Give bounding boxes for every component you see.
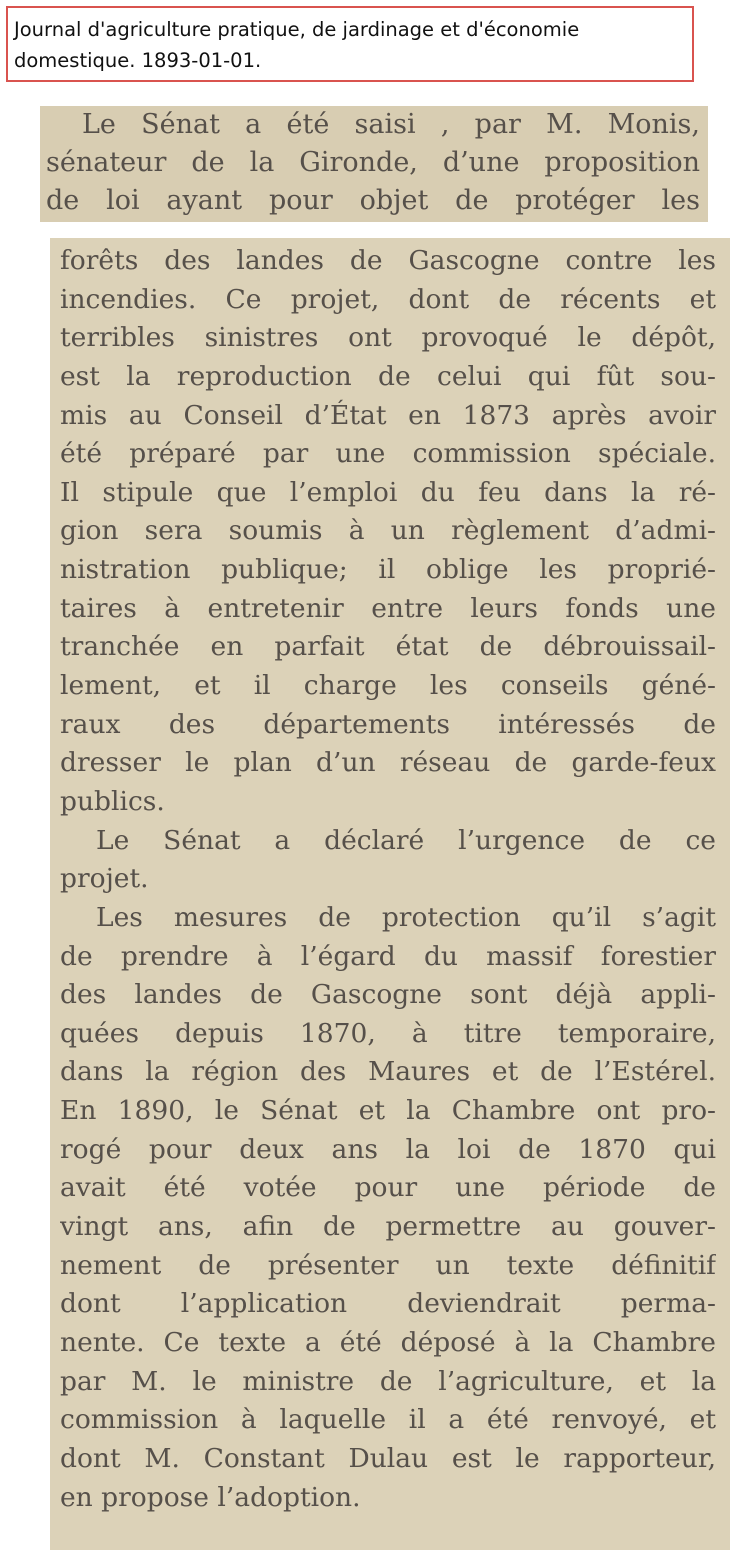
article-line: incendies. Ce projet, dont de récents et [60,283,716,315]
article-line: de loi ayant pour objet de protéger les [46,185,700,216]
article-line: est la reproduction de celui qui fût sou- [60,360,716,392]
article-line: publics. [60,785,165,817]
article-line: tranchée en parfait état de débrouissail- [60,631,716,663]
article-line: dans la région des Maures et de l’Estérel. [60,1056,716,1088]
article-line: forêts des landes de Gascogne contre les [60,245,716,276]
article-line: En 1890, le Sénat et la Chambre ont pro- [60,1095,716,1127]
article-line: Le Sénat a été saisi , par M. Monis, [82,109,700,140]
article-line: avait été votée pour une période de [60,1172,716,1204]
caption-line-2: domestique. 1893-01-01. [14,49,262,72]
article-line: commission à laquelle il a été renvoyé, et [60,1404,716,1436]
article-line: sénateur de la Gironde, d’une proposition [46,147,700,178]
article-line: mis au Conseil d’État en 1873 après avoir [60,399,716,431]
article-line: Il stipule que l’emploi du feu dans la ré- [60,476,716,508]
article-line: Le Sénat a déclaré l’urgence de ce [96,824,716,856]
article-line: par M. le ministre de l’agriculture, et la [60,1365,716,1397]
article-clipping-top [40,106,708,222]
article-line: des landes de Gascogne sont déjà appli- [60,979,716,1011]
article-line: taires à entretenir entre leurs fonds une [60,592,716,624]
article-line: lement, et il charge les conseils géné- [60,670,716,702]
article-line: vingt ans, afin de permettre au gouver- [60,1211,716,1243]
article-line: raux des départements intéressés de [60,708,716,740]
article-line: dont l’application deviendrait perma- [60,1288,716,1320]
article-line: gion sera soumis à un règlement d’admi- [60,515,716,547]
article-line: nistration publique; il oblige les proprié- [60,554,716,586]
article-line: rogé pour deux ans la loi de 1870 qui [60,1133,716,1165]
article-line: Les mesures de protection qu’il s’agit [96,901,716,933]
article-clipping-main [50,238,730,1550]
article-line: de prendre à l’égard du massif forestier [60,940,716,972]
article-line: nente. Ce texte a été déposé à la Chambre [60,1326,716,1358]
caption-line-1: Journal d'agriculture pratique, de jardinage et d'économie [14,18,580,41]
source-caption-box [6,6,694,82]
article-line: dont M. Constant Dulau est le rapporteur, [60,1442,716,1474]
article-line: projet. [60,863,149,895]
article-line: terribles sinistres ont provoqué le dépôt, [60,322,716,354]
article-line: dresser le plan d’un réseau de garde-feux [60,747,716,779]
article-line: en propose l’adoption. [60,1481,361,1513]
article-line: été préparé par une commission spéciale. [60,438,716,470]
article-line: quées depuis 1870, à titre temporaire, [60,1017,716,1049]
article-line: nement de présenter un texte définitif [60,1249,716,1281]
